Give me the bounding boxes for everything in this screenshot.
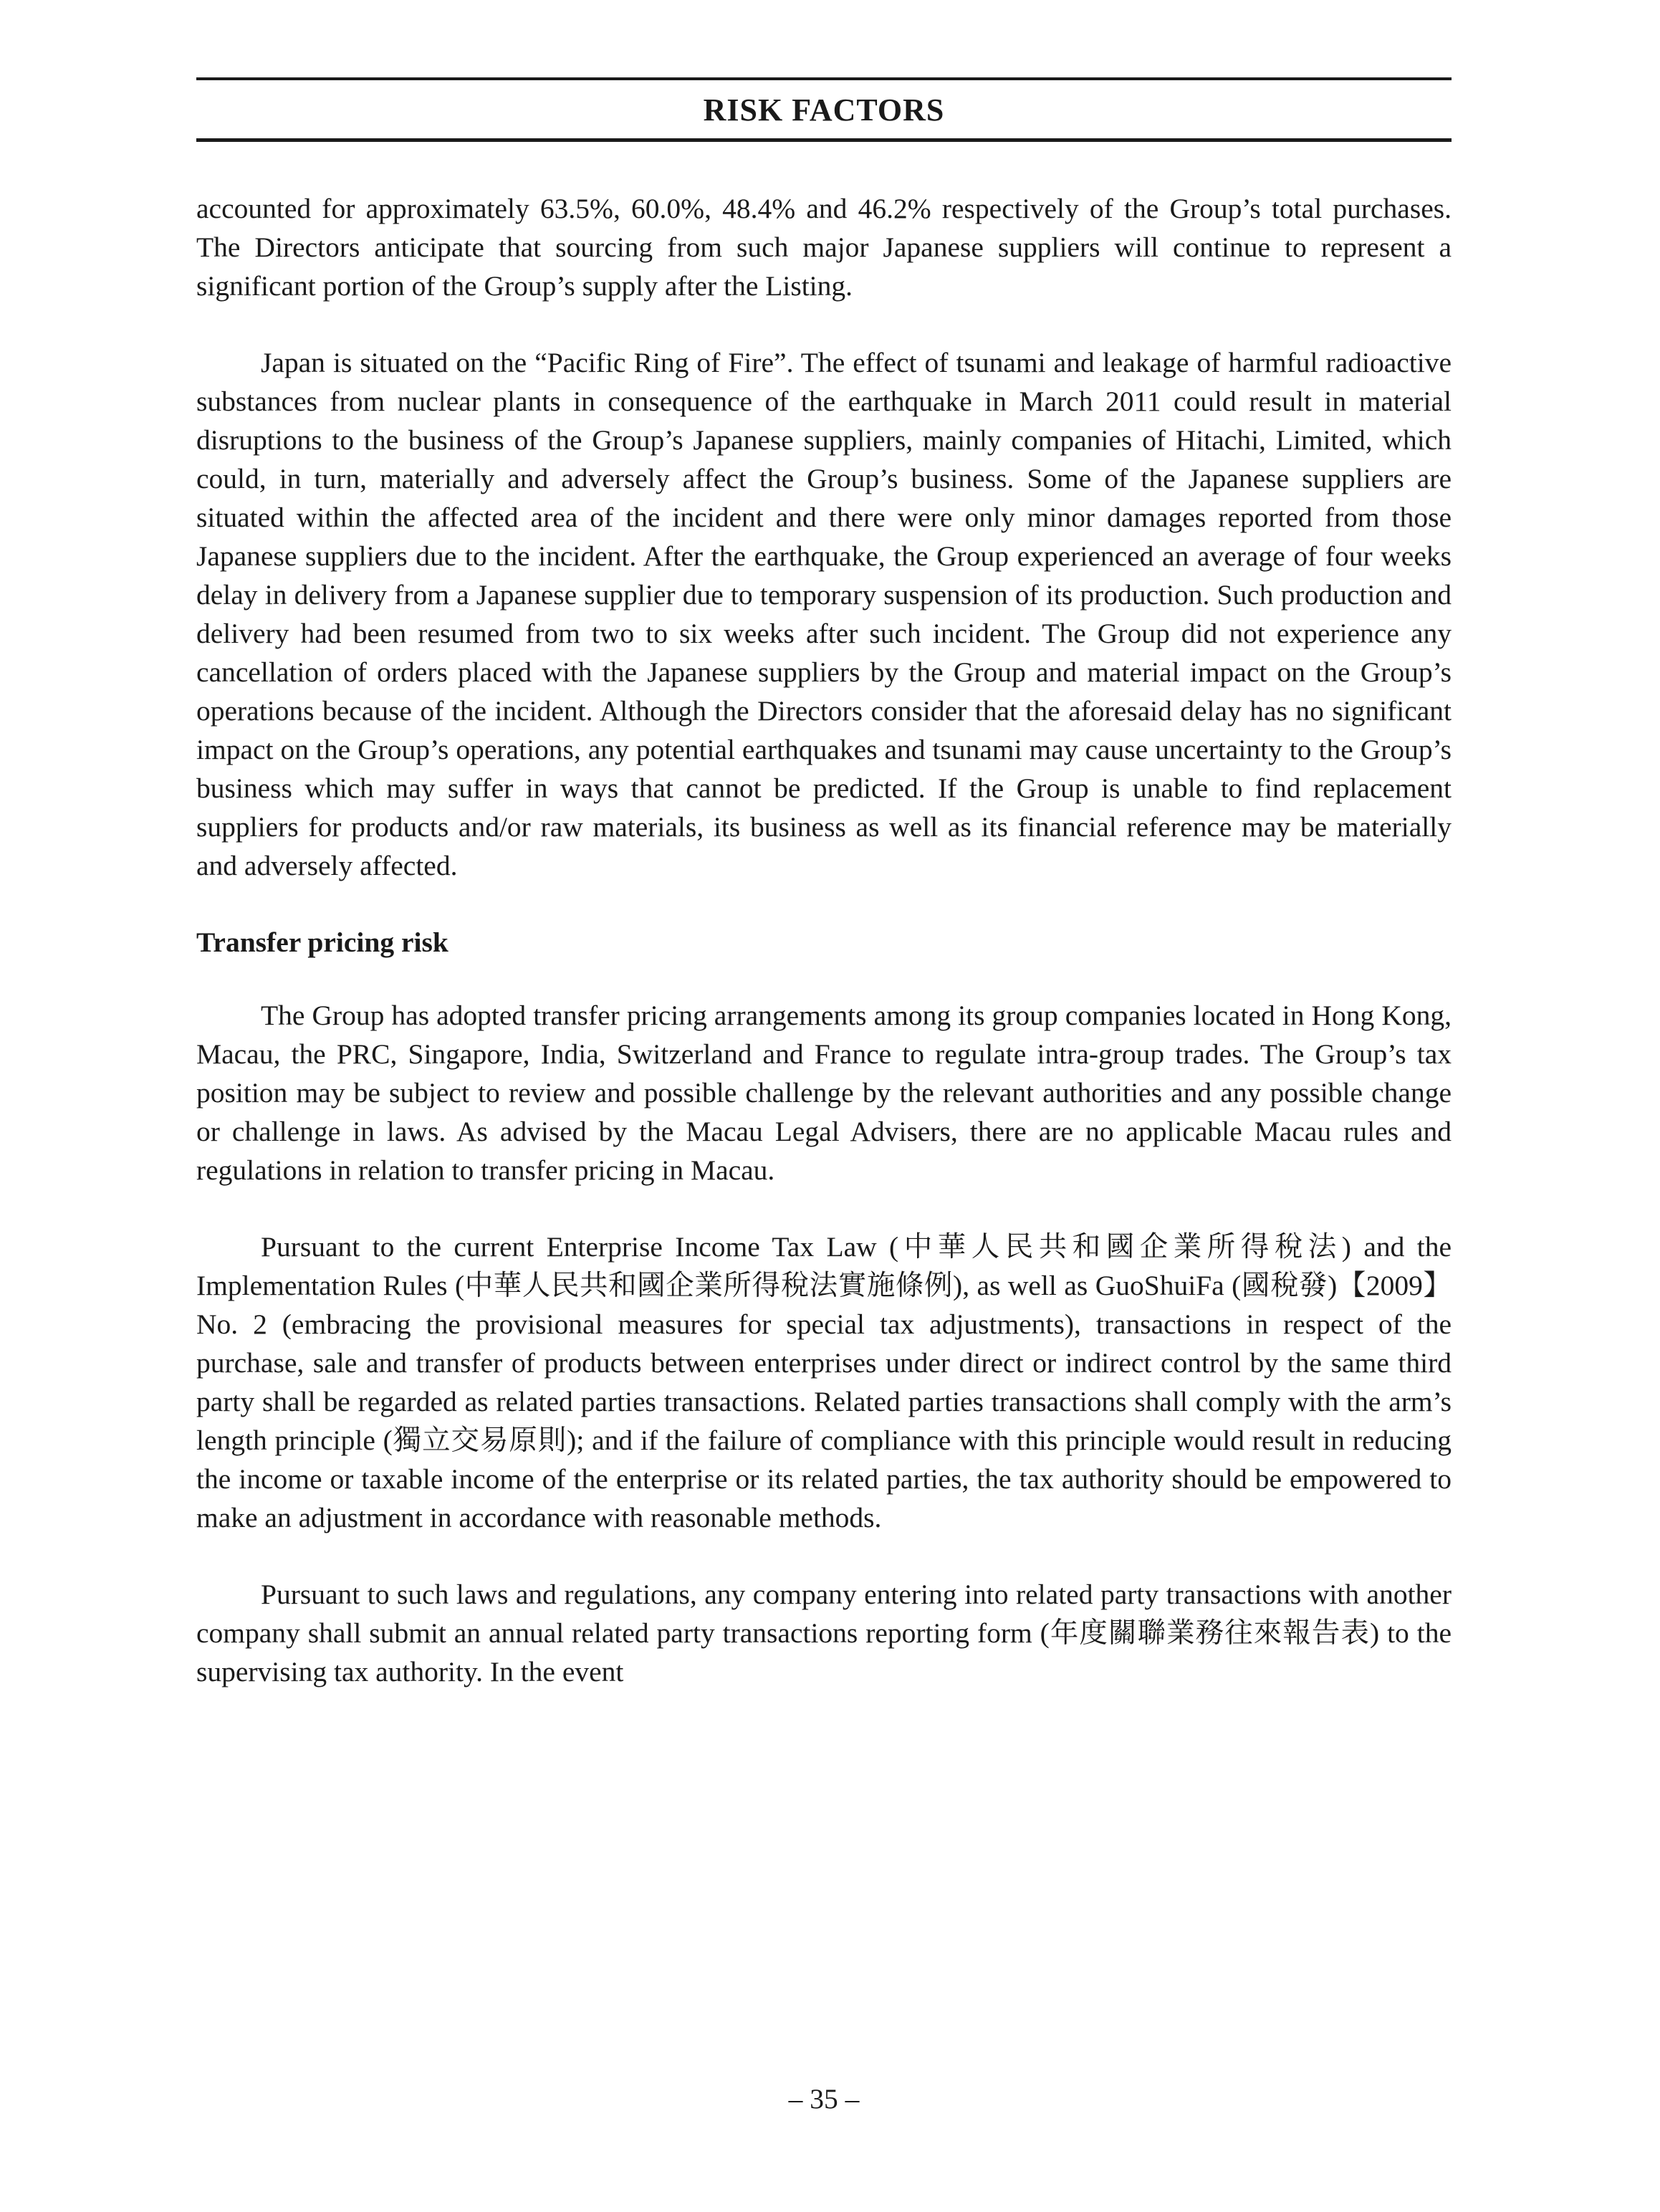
document-page	[196, 0, 1452, 2212]
header-bottom-rule	[196, 138, 1452, 142]
paragraph-related-party-reporting: Pursuant to such laws and regulations, any company entering into related party transactions with another company shall submit an annual related party transactions reporting form (年度關聯業務往來報告表) to the supervising tax authority. In the event	[196, 1579, 1452, 1687]
paragraph-enterprise-income-tax-law: Pursuant to the current Enterprise Income Tax Law (中華人民共和國企業所得稅法) and the Implementation Rules (中華人民共和國企業所得稅法實施條例), as well as GuoShuiFa (國稅發)【2009】No. 2 (embracing the provisional measures for special tax adjustments), transactions in respect of the purchase, sale and transfer of products between enterprises under direct or indirect control by the same third party shall be regarded as related parties transactions. Related parties transactions shall comply with the arm’s length principle (獨立交易原則); and if the failure of compliance with this principle would result in reducing the income or taxable income of the enterprise or its related parties, the tax authority should be empowered to make an adjustment in accordance with reasonable methods.	[196, 1231, 1452, 1533]
header-top-rule	[196, 77, 1452, 80]
document-body	[196, 189, 1452, 1729]
page-header-title: RISK FACTORS	[703, 92, 945, 128]
paragraph-transfer-pricing-arrangements: The Group has adopted transfer pricing arrangements among its group companies located in Hong Kong, Macau, the PRC, Singapore, India, Switzerland and France to regulate intra-group trades. The Group’s tax position may be subject to review and possible challenge by the relevant authorities and any possible change or challenge in laws. As advised by the Macau Legal Advisers, there are no applicable Macau rules and regulations in relation to transfer pricing in Macau.	[196, 1000, 1452, 1186]
paragraph-japan-earthquake-risk: Japan is situated on the “Pacific Ring of Fire”. The effect of tsunami and leakage of harmful radioactive substances from nuclear plants in consequence of the earthquake in March 2011 could result in material disruptions to the business of the Group’s Japanese suppliers, mainly companies of Hitachi, Limited, which could, in turn, materially and adversely affect the Group’s business. Some of the Japanese suppliers are situated within the affected area of the incident and there were only minor damages reported from those Japanese suppliers due to the incident. After the earthquake, the Group experienced an average of four weeks delay in delivery from a Japanese supplier due to temporary suspension of its production. Such production and delivery had been resumed from two to six weeks after such incident. The Group did not experience any cancellation of orders placed with the Japanese suppliers by the Group and material impact on the Group’s operations because of the incident. Although the Directors consider that the aforesaid delay has no significant impact on the Group’s operations, any potential earthquakes and tsunami may cause uncertainty to the Group’s business which may suffer in ways that cannot be predicted. If the Group is unable to find replacement suppliers for products and/or raw materials, its business as well as its financial reference may be materially and adversely affected.	[196, 347, 1452, 881]
paragraph-supplier-concentration: accounted for approximately 63.5%, 60.0%, 48.4% and 46.2% respectively of the Group’s total purchases. The Directors anticipate that sourcing from such major Japanese suppliers will continue to represent a significant portion of the Group’s supply after the Listing.	[196, 193, 1452, 302]
section-heading-transfer-pricing: Transfer pricing risk	[196, 927, 448, 958]
page-number: – 35 –	[788, 2083, 860, 2115]
